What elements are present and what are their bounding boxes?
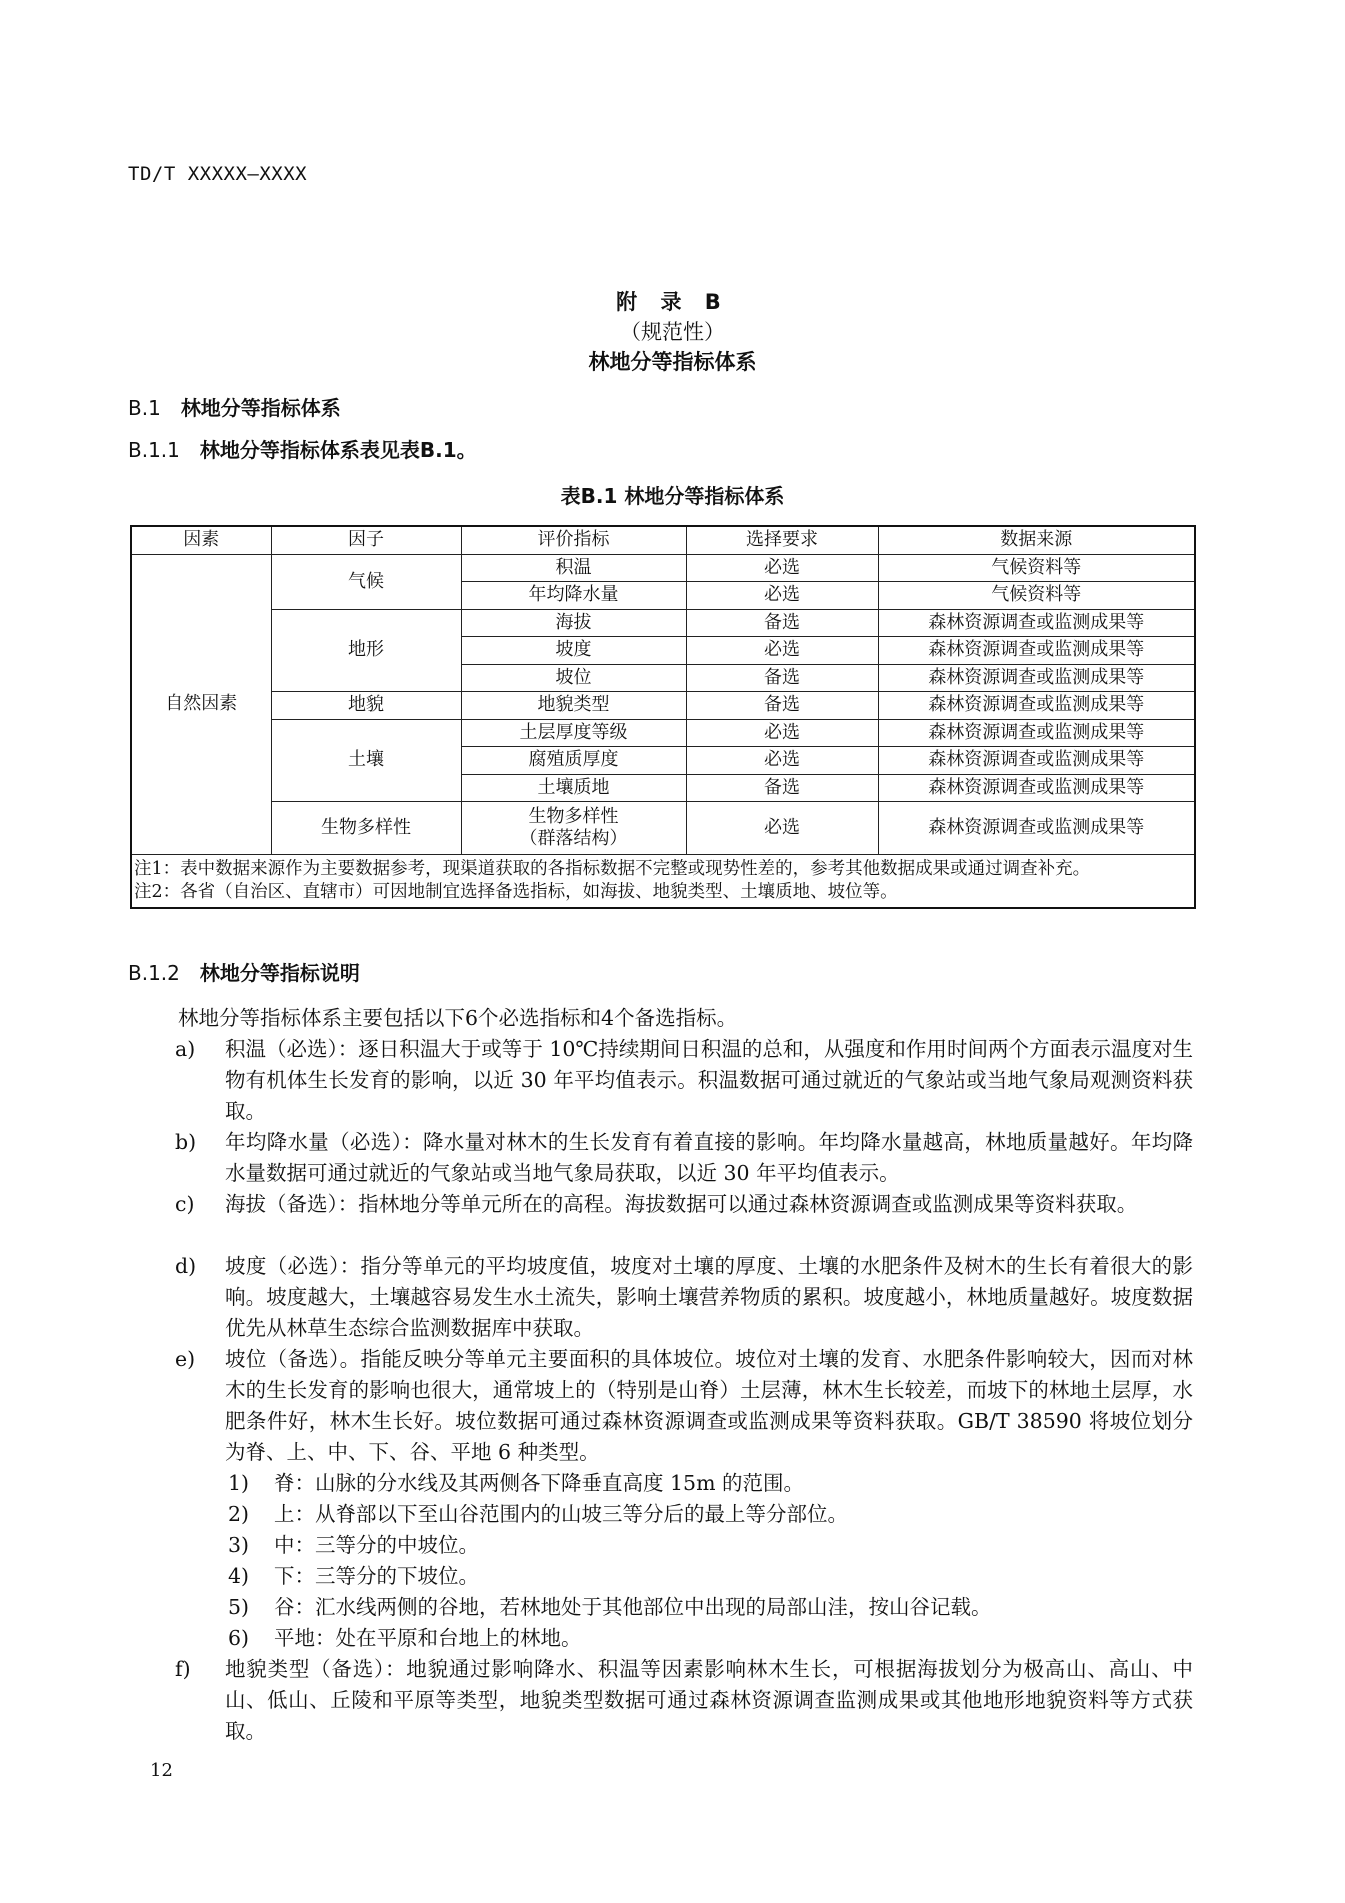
sub-list-item-label: 3)	[228, 1533, 250, 1557]
section-text: 林地分等指标体系表见表B.1。	[199, 438, 477, 462]
list-item-text: 坡位（备选）。指能反映分等单元主要面积的具体坡位。坡位对土壤的发育、水肥条件影响较大，因而对林木的生长发育的影响也很大，通常坡上的（特别是山脊）土层薄，林木生长较差，而坡下的林地土层厚，水肥条件好，林木生长好。坡位数据可通过森林资源调查或监测成果等资料获取。GB/T 38590 将坡位划分为脊、上、中、下、谷、平地 6 种类型。	[225, 1347, 1193, 1464]
sub-list-item	[228, 1468, 1188, 1499]
requirement-cell: 必选	[686, 747, 878, 775]
source-cell: 森林资源调查或监测成果等	[878, 692, 1195, 720]
appendix-nature: （规范性）	[620, 320, 725, 344]
requirement-cell: 备选	[686, 692, 878, 720]
list-item	[175, 1189, 1193, 1220]
requirement-cell: 备选	[686, 774, 878, 802]
requirement-cell: 必选	[686, 802, 878, 855]
indicator-line: （群落结构）	[519, 828, 628, 849]
section-number: B.1	[128, 396, 161, 420]
source-cell: 森林资源调查或监测成果等	[878, 774, 1195, 802]
table-row	[131, 609, 1195, 637]
indicator-cell: 积温	[461, 554, 686, 582]
indicator-cell: 土壤质地	[461, 774, 686, 802]
sub-list-item-text: 上：从脊部以下至山谷范围内的山坡三等分后的最上等分部位。	[274, 1502, 848, 1526]
source-cell: 气候资料等	[878, 554, 1195, 582]
table-header-cell: 数据来源	[878, 526, 1195, 554]
indicator-cell: 海拔	[461, 609, 686, 637]
source-cell: 森林资源调查或监测成果等	[878, 609, 1195, 637]
list-item-label: a)	[175, 1037, 196, 1061]
section-title: 林地分等指标说明	[199, 961, 360, 985]
list-item	[175, 1034, 1193, 1127]
factor-cell: 地貌	[271, 692, 461, 720]
table-notes	[131, 855, 1195, 909]
sub-list-item-text: 谷：汇水线两侧的谷地，若林地处于其他部位中出现的局部山洼，按山谷记载。	[274, 1595, 992, 1619]
table-row	[131, 554, 1195, 582]
sub-list-item	[228, 1561, 1188, 1592]
sub-list-item-label: 1)	[228, 1471, 250, 1495]
table-header-cell: 选择要求	[686, 526, 878, 554]
sub-list-item-label: 2)	[228, 1502, 250, 1526]
table-header-cell: 因素	[131, 526, 271, 554]
list-item-label: b)	[175, 1130, 197, 1154]
section-heading-b1	[128, 392, 341, 421]
list-item-label: c)	[175, 1192, 195, 1216]
document-code: TD/T XXXXX—XXXX	[128, 163, 308, 185]
list-item-text: 坡度（必选）：指分等单元的平均坡度值，坡度对土壤的厚度、土壤的水肥条件及树木的生长有着很大的影响。坡度越大，土壤越容易发生水土流失，影响土壤营养物质的累积。坡度越小，林地质量越好。坡度数据优先从林草生态综合监测数据库中获取。	[225, 1254, 1193, 1340]
list-item-text: 积温（必选）：逐日积温大于或等于 10℃持续期间日积温的总和，从强度和作用时间两个方面表示温度对生物有机体生长发育的影响，以近 30 年平均值表示。积温数据可通过就近的气象站或当地气象局观测资料获取。	[225, 1037, 1193, 1123]
table-note: 注1：表中数据来源作为主要数据参考，现渠道获取的各指标数据不完整或现势性差的，参考其他数据成果或通过调查补充。	[134, 859, 1091, 879]
section-number: B.1.1	[128, 438, 180, 462]
indicator-cell: 年均降水量	[461, 582, 686, 610]
section-title: 林地分等指标体系	[180, 396, 341, 420]
list-item-label: e)	[175, 1347, 196, 1371]
table-row	[131, 692, 1195, 720]
list-item	[175, 1654, 1193, 1747]
list-item-text: 年均降水量（必选）：降水量对林木的生长发育有着直接的影响。年均降水量越高，林地质量越好。年均降水量数据可通过就近的气象站或当地气象局获取，以近 30 年平均值表示。	[225, 1130, 1193, 1185]
sub-list-item	[228, 1592, 1188, 1623]
requirement-cell: 必选	[686, 582, 878, 610]
indicator-cell: 土层厚度等级	[461, 719, 686, 747]
table-note: 注2：各省（自治区、直辖市）可因地制宜选择备选指标，如海拔、地貌类型、土壤质地、坡位等。	[134, 882, 898, 902]
indicator-cell: 坡位	[461, 664, 686, 692]
appendix-name: 林地分等指标体系	[588, 350, 757, 374]
section-number: B.1.2	[128, 961, 180, 985]
factor-cell: 生物多样性	[271, 802, 461, 855]
source-cell: 森林资源调查或监测成果等	[878, 747, 1195, 775]
source-cell: 森林资源调查或监测成果等	[878, 637, 1195, 665]
factor-cell: 地形	[271, 609, 461, 692]
table-header-row	[131, 526, 1195, 554]
list-item	[175, 1251, 1193, 1344]
list-item-label: d)	[175, 1254, 197, 1278]
sub-list-item-text: 脊：山脉的分水线及其两侧各下降垂直高度 15m 的范围。	[274, 1471, 805, 1495]
indicator-table	[130, 525, 1196, 909]
indicator-cell: 腐殖质厚度	[461, 747, 686, 775]
factor-cell: 气候	[271, 554, 461, 609]
source-cell: 森林资源调查或监测成果等	[878, 802, 1195, 855]
sub-list-item-text: 中：三等分的中坡位。	[274, 1533, 479, 1557]
table-header-cell: 因子	[271, 526, 461, 554]
table-row	[131, 802, 1195, 855]
indicator-cell: 地貌类型	[461, 692, 686, 720]
table-header-cell: 评价指标	[461, 526, 686, 554]
indicator-cell	[461, 802, 686, 855]
list-item-label: f)	[175, 1657, 191, 1681]
sub-list-item-text: 下：三等分的下坡位。	[274, 1564, 479, 1588]
factor-group-cell: 自然因素	[131, 554, 271, 855]
indicator-line: 生物多样性	[528, 806, 619, 827]
list-item	[175, 1344, 1193, 1468]
section-heading-b11	[128, 434, 477, 463]
table-caption: 表B.1 林地分等指标体系	[560, 484, 785, 508]
requirement-cell: 必选	[686, 637, 878, 665]
requirement-cell: 备选	[686, 609, 878, 637]
appendix-title: 附 录 B	[616, 290, 729, 314]
factor-cell: 土壤	[271, 719, 461, 802]
page-number: 12	[150, 1760, 173, 1781]
requirement-cell: 必选	[686, 719, 878, 747]
source-cell: 气候资料等	[878, 582, 1195, 610]
source-cell: 森林资源调查或监测成果等	[878, 664, 1195, 692]
sub-list-item	[228, 1499, 1188, 1530]
indicator-cell: 坡度	[461, 637, 686, 665]
sub-list-item	[228, 1623, 1188, 1654]
list-item	[175, 1127, 1193, 1189]
table-notes-row	[131, 855, 1195, 909]
list-item-text: 地貌类型（备选）：地貌通过影响降水、积温等因素影响林木生长，可根据海拔划分为极高山、高山、中山、低山、丘陵和平原等类型，地貌类型数据可通过森林资源调查监测成果或其他地形地貌资料等方式获取。	[225, 1657, 1193, 1743]
source-cell: 森林资源调查或监测成果等	[878, 719, 1195, 747]
section-heading-b12	[128, 957, 360, 986]
requirement-cell: 必选	[686, 554, 878, 582]
sub-list-item	[228, 1530, 1188, 1561]
requirement-cell: 备选	[686, 664, 878, 692]
intro-paragraph: 林地分等指标体系主要包括以下6个必选指标和4个备选指标。	[178, 1006, 738, 1030]
sub-list-item-label: 5)	[228, 1595, 250, 1619]
sub-list-item-label: 6)	[228, 1626, 250, 1650]
sub-list-item-text: 平地：处在平原和台地上的林地。	[274, 1626, 582, 1650]
table-row	[131, 719, 1195, 747]
sub-list-item-label: 4)	[228, 1564, 250, 1588]
list-item-text: 海拔（备选）：指林地分等单元所在的高程。海拔数据可以通过森林资源调查或监测成果等资料获取。	[225, 1192, 1138, 1216]
